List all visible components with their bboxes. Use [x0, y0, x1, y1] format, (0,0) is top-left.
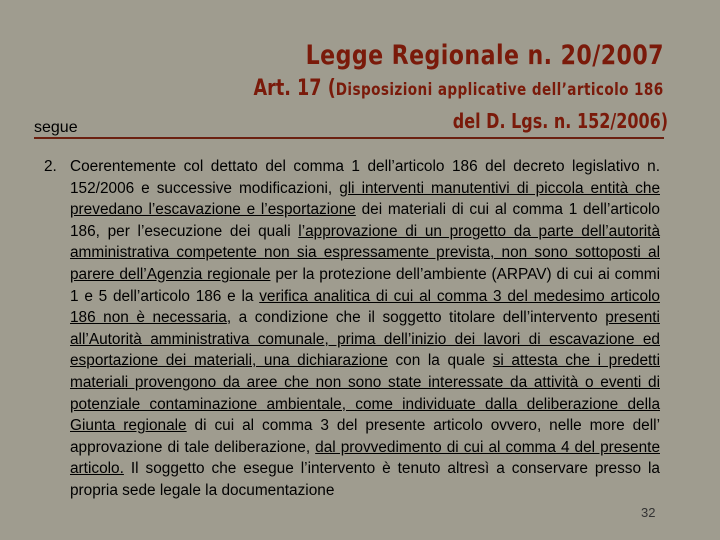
underlined-segment: gli interventi manutentivi di piccola entità che prevedano l’escavazione e l’esportazione [70, 179, 660, 219]
text-segment: per la protezione dell’ambiente (ARPAV) di cui ai commi 1 e 5 dell’articolo 186 e la [70, 265, 660, 305]
slide-subtitle-line3 [453, 109, 668, 133]
text-segment: , a condizione che il soggetto titolare dell’intervento [226, 309, 606, 327]
underlined-segment: si attesta che i predetti materiali provengono da aree che non sono state interessate da attività o eventi di potenziale contaminazione ambientale, come individuate dalla deliberazione della Giunta regionale [70, 352, 660, 435]
title-divider [34, 137, 664, 139]
text-segment: Coerentemente col dettato del comma 1 dell’articolo 186 del decreto legislativo n. 152/2006 e successive modificazioni, [70, 158, 660, 197]
body-text [44, 156, 660, 502]
text-segment: di cui al comma 3 del presente articolo ovvero, nelle more dell’ approvazione di tale deliberazione, [70, 417, 660, 456]
underlined-segment: verifica analitica di cui al comma 3 del medesimo articolo 186 non è necessaria [70, 287, 660, 327]
underlined-segment: dal provvedimento di cui al comma 4 del presente articolo. [70, 438, 660, 478]
slide-title: Legge Regionale n. 20/2007 [305, 40, 664, 71]
item-number: 2. [44, 158, 57, 175]
text-segment: con la quale [387, 352, 493, 370]
paren-open: ( [328, 76, 337, 101]
text-segment: dei materiali di cui al comma 1 dell’articolo 186, per l’esecuzione dei quali [70, 201, 660, 240]
decree-reference: del D. Lgs. n. 152/2006 [452, 109, 661, 133]
article-label: Art. 17 [253, 76, 322, 101]
underlined-segment: presenti all’Autorità amministrativa comunale, prima dell’inizio dei lavori di escavazione ed esportazione dei materiali, una dichiarazione [70, 309, 660, 370]
slide-subtitle [254, 76, 664, 101]
text-segment: Il soggetto che esegue l’intervento è tenuto altresì a conservare presso la propria sede legale la documentazione [70, 460, 660, 499]
item-paragraph [70, 156, 660, 502]
underlined-segment: l’approvazione di un progetto da parte dell’autorità amministrativa competente non sia espressamente prevista, non sono sottoposti al parere dell’Agenzia regionale [70, 222, 660, 283]
paren-close: ) [660, 109, 668, 133]
article-description: Disposizioni applicative dell’articolo 186 [336, 80, 664, 100]
page-number: 32 [641, 505, 656, 520]
segue-label: segue [34, 119, 78, 136]
